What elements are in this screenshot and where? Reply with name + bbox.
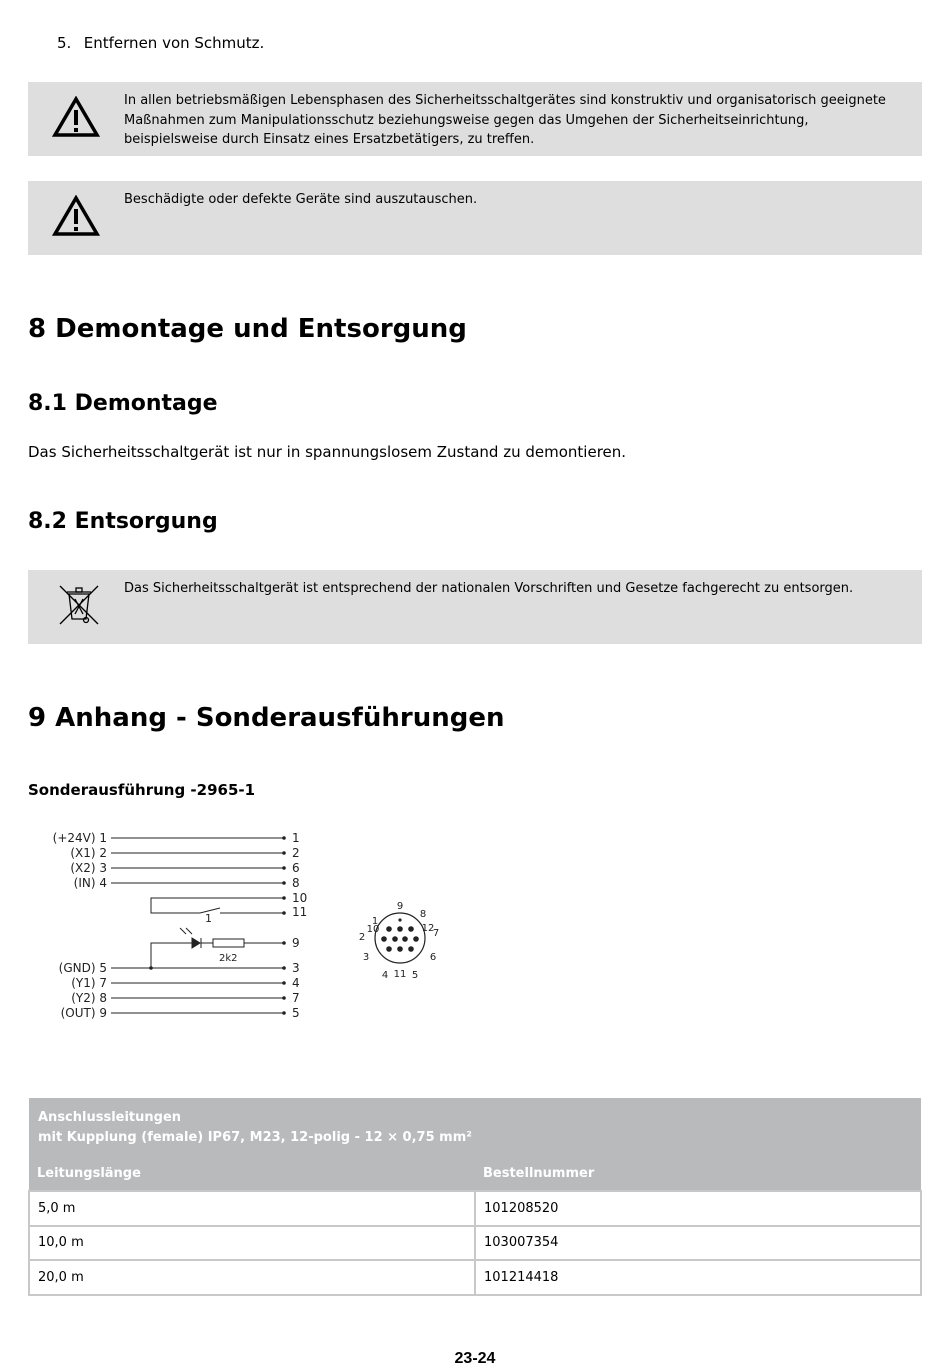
left-label: (X2) 3 (70, 861, 107, 875)
connector-pin: 7 (432, 928, 440, 939)
section-9-heading: 9 Anhang - Sonderausführungen (28, 703, 505, 733)
left-label: (Y2) 8 (71, 991, 107, 1005)
table-cell: 101208520 (475, 1191, 921, 1226)
right-pin: 11 (292, 905, 308, 919)
connector-pin: 12 (421, 923, 435, 934)
table-cell: 101214418 (475, 1260, 921, 1295)
notice-text: In allen betriebsmäßigen Lebensphasen des Sicherheitsschaltgerätes sind konstruktiv und organisatorisch geeignete Maßnahmen zum Manipulationsschutz beziehungsweise gegen das Umgehen der Sicherheitseinrichtung, beispielsweise durch Einsatz eines Ersatzbetätigers, zu treffen. (124, 93, 886, 147)
caption-line: mit Kupplung (female) IP67, M23, 12-polig - 12 × 0,75 mm² (38, 1130, 472, 1145)
variant-heading: Sonderausführung -2965-1 (28, 781, 256, 799)
section-8-heading: 8 Demontage und Entsorgung (28, 314, 467, 344)
list-text: Entfernen von Schmutz. (83, 34, 265, 52)
left-label: (IN) 4 (73, 876, 107, 890)
right-pin: 6 (292, 861, 300, 875)
right-pin: 1 (292, 831, 300, 845)
connector-pin: 6 (429, 952, 437, 963)
connector-pin: 2 (358, 932, 366, 943)
left-label: (+24V) 1 (52, 831, 107, 845)
table-row (29, 1260, 921, 1295)
connector-pin: 10 (366, 924, 380, 935)
notice-replace (28, 181, 922, 255)
right-pin: 5 (292, 1006, 300, 1020)
column-header: Bestellnummer (483, 1166, 595, 1181)
left-label: (X1) 2 (70, 846, 107, 860)
warning-triangle-icon (52, 96, 100, 142)
cable-table (28, 1098, 922, 1296)
crossed-out-wheelie-bin-icon (57, 583, 101, 631)
connector-pin: 4 (381, 970, 389, 981)
connector-pin: 1 (371, 916, 379, 927)
right-pin: 7 (292, 991, 300, 1005)
list-item-5 (57, 34, 264, 52)
right-pin: 3 (292, 961, 300, 975)
section-8-1-heading: 8.1 Demontage (28, 391, 218, 416)
page-number: 23-24 (454, 1350, 496, 1367)
list-number: 5. (57, 34, 72, 52)
right-pin: 10 (292, 891, 308, 905)
right-pin: 2 (292, 846, 300, 860)
warning-triangle-icon (52, 195, 100, 241)
connector-pin: 8 (419, 909, 427, 920)
resistor-label: 2k2 (219, 953, 238, 964)
table-cell: 10,0 m (29, 1226, 475, 1261)
table-cell: 20,0 m (29, 1260, 475, 1295)
table-caption (29, 1098, 921, 1153)
switch-label: 1 (205, 912, 212, 925)
notice-text: Das Sicherheitsschaltgerät ist entsprechend der nationalen Vorschriften und Gesetze fachgerecht zu entsorgen. (124, 581, 854, 596)
right-pin: 9 (292, 936, 300, 950)
section-8-2-heading: 8.2 Entsorgung (28, 509, 218, 534)
connector-pin: 5 (411, 970, 419, 981)
right-pin: 4 (292, 976, 300, 990)
connector-pin: 3 (362, 952, 370, 963)
table-row (29, 1191, 921, 1226)
caption-line: Anschlussleitungen (38, 1110, 182, 1125)
right-pin: 8 (292, 876, 300, 890)
connector-pin: 9 (396, 901, 404, 912)
notice-text: Beschädigte oder defekte Geräte sind auszutauschen. (124, 192, 478, 207)
left-label: (GND) 5 (58, 961, 107, 975)
left-label: (Y1) 7 (71, 976, 107, 990)
left-label: (OUT) 9 (60, 1006, 107, 1020)
notice-tamper (28, 82, 922, 156)
table-cell: 103007354 (475, 1226, 921, 1261)
connector-pinout (359, 901, 439, 981)
notice-disposal (28, 570, 922, 644)
table-cell: 5,0 m (29, 1191, 475, 1226)
column-header: Leitungslänge (37, 1166, 141, 1181)
table-row (29, 1226, 921, 1261)
connector-pin: 11 (393, 969, 407, 980)
wiring-diagram (50, 822, 450, 1031)
section-8-1-text: Das Sicherheitsschaltgerät ist nur in spannungslosem Zustand zu demontieren. (28, 443, 627, 461)
